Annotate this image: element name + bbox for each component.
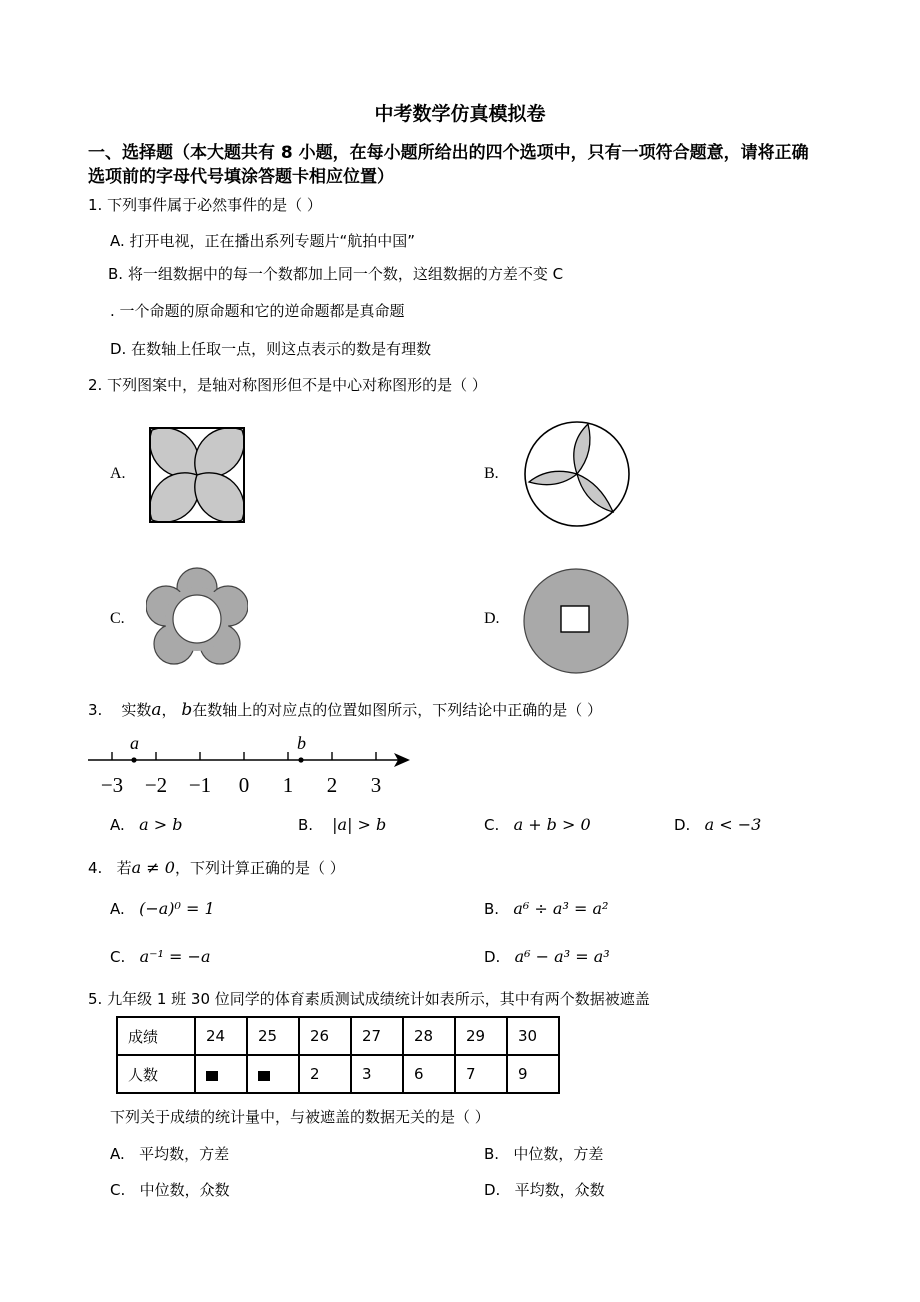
q4-pre: 若 — [116, 859, 132, 877]
cover-block — [206, 1071, 218, 1081]
page-title: 中考数学仿真模拟卷 — [374, 103, 546, 125]
q2-label-b: B. — [484, 465, 499, 482]
q3-number-line — [86, 730, 416, 802]
q3-option-d — [674, 815, 761, 834]
q3-number: 3. — [88, 701, 103, 719]
q2-figure-b — [521, 420, 633, 530]
q2-label-a: A. — [110, 465, 126, 482]
option-expr: |a| > b — [332, 815, 387, 834]
option-label: B. — [298, 816, 314, 834]
table-header-cell: 成绩 — [117, 1017, 195, 1055]
option-expr: a < −3 — [704, 815, 762, 834]
tick-label: −1 — [188, 773, 212, 797]
q4-condition: a ≠ 0 — [131, 858, 175, 877]
table-cell-covered — [195, 1055, 247, 1093]
q1-option-c: . 一个命题的原命题和它的逆命题都是真命题 — [110, 302, 405, 320]
q3-pre: 实数 — [121, 701, 152, 719]
table-cell: 29 — [455, 1017, 507, 1055]
score-table — [116, 1016, 560, 1094]
option-label: D. — [484, 1181, 501, 1199]
q2-label-d: D. — [484, 610, 500, 627]
q2-figure-d — [522, 568, 630, 674]
option-expr: a⁶ ÷ a³ = a² — [513, 899, 609, 918]
cover-block — [258, 1071, 270, 1081]
q4-option-b — [484, 899, 608, 918]
table-cell: 30 — [507, 1017, 559, 1055]
option-label: A. — [110, 1145, 125, 1163]
q4-number: 4. — [88, 859, 103, 877]
table-cell: 9 — [507, 1055, 559, 1093]
option-text: 平均数，众数 — [514, 1181, 605, 1199]
q1-option-a: A. 打开电视，正在播出系列专题片“航拍中国” — [110, 232, 416, 250]
table-cell: 28 — [403, 1017, 455, 1055]
q4-option-a — [110, 899, 215, 918]
tick-label: 0 — [238, 773, 250, 797]
option-label: A. — [110, 816, 125, 834]
table-cell-covered — [247, 1055, 299, 1093]
option-label: B. — [484, 900, 500, 918]
option-label: B. — [484, 1145, 500, 1163]
table-row — [117, 1055, 559, 1093]
table-row — [117, 1017, 559, 1055]
q2-figure-a — [148, 426, 246, 524]
q2-figure-c — [146, 566, 248, 672]
q3-var-a: a — [151, 700, 162, 720]
option-label: C. — [110, 948, 126, 966]
option-expr: a > b — [139, 815, 183, 834]
table-cell: 24 — [195, 1017, 247, 1055]
q4-option-c — [110, 947, 210, 966]
q3-post: 在数轴上的对应点的位置如图所示，下列结论中正确的是（ ） — [192, 701, 603, 719]
table-cell: 3 — [351, 1055, 403, 1093]
section-heading-line2: 选项前的字母代号填涂答题卡相应位置） — [88, 167, 394, 187]
q3-option-c — [484, 815, 591, 834]
tick-label: 3 — [370, 773, 382, 797]
option-label: A. — [110, 900, 125, 918]
table-header-cell: 人数 — [117, 1055, 195, 1093]
q5-option-b — [484, 1143, 603, 1164]
option-label: C. — [110, 1181, 126, 1199]
section-heading-line1: 一、选择题（本大题共有 8 小题，在每小题所给出的四个选项中，只有一项符合题意，请将正确 — [88, 143, 809, 163]
point-b — [298, 757, 303, 762]
option-label: C. — [484, 816, 500, 834]
table-cell: 27 — [351, 1017, 403, 1055]
option-label: D. — [484, 948, 501, 966]
q5-option-a — [110, 1143, 229, 1164]
table-cell: 25 — [247, 1017, 299, 1055]
q2-label-c: C. — [110, 610, 125, 627]
q5-option-d — [484, 1179, 605, 1200]
point-a — [131, 757, 136, 762]
option-label: D. — [674, 816, 691, 834]
q5-followup: 下列关于成绩的统计量中，与被遮盖的数据无关的是（ ） — [110, 1108, 490, 1126]
q3-option-b — [298, 815, 386, 834]
q3-option-a — [110, 815, 182, 834]
option-expr: (−a)⁰ = 1 — [139, 899, 215, 918]
q5-stem: 5. 九年级 1 班 30 位同学的体育素质测试成绩统计如表所示，其中有两个数据被遮盖 — [88, 990, 650, 1008]
table-cell: 26 — [299, 1017, 351, 1055]
q1-stem: 1. 下列事件属于必然事件的是（ ） — [88, 196, 322, 214]
point-b-label: b — [297, 733, 306, 753]
option-text: 中位数，众数 — [139, 1181, 230, 1199]
table-cell: 7 — [455, 1055, 507, 1093]
option-text: 平均数，方差 — [139, 1145, 230, 1163]
point-a-label: a — [130, 733, 139, 753]
q4-option-d — [484, 947, 610, 966]
q4-stem — [88, 857, 345, 878]
tick-label: 2 — [326, 773, 338, 797]
table-cell: 6 — [403, 1055, 455, 1093]
option-expr: a + b > 0 — [513, 815, 591, 834]
option-text: 中位数，方差 — [513, 1145, 604, 1163]
tick-label: −3 — [100, 773, 124, 797]
option-expr: a⁻¹ = −a — [139, 947, 211, 966]
tick-label: 1 — [282, 773, 294, 797]
q4-post: ，下列计算正确的是（ ） — [174, 859, 345, 877]
option-expr: a⁶ − a³ = a³ — [514, 947, 610, 966]
q2-stem: 2. 下列图案中，是轴对称图形但不是中心对称图形的是（ ） — [88, 376, 487, 394]
tick-label: −2 — [144, 773, 168, 797]
q3-stem — [88, 699, 602, 720]
q3-var-b: b — [181, 700, 193, 720]
q3-sep: ， — [161, 701, 177, 719]
q1-option-b: B. 将一组数据中的每一个数都加上同一个数，这组数据的方差不变 C — [108, 265, 564, 283]
table-cell: 2 — [299, 1055, 351, 1093]
q5-option-c — [110, 1179, 230, 1200]
q1-option-d: D. 在数轴上任取一点，则这点表示的数是有理数 — [110, 340, 432, 358]
